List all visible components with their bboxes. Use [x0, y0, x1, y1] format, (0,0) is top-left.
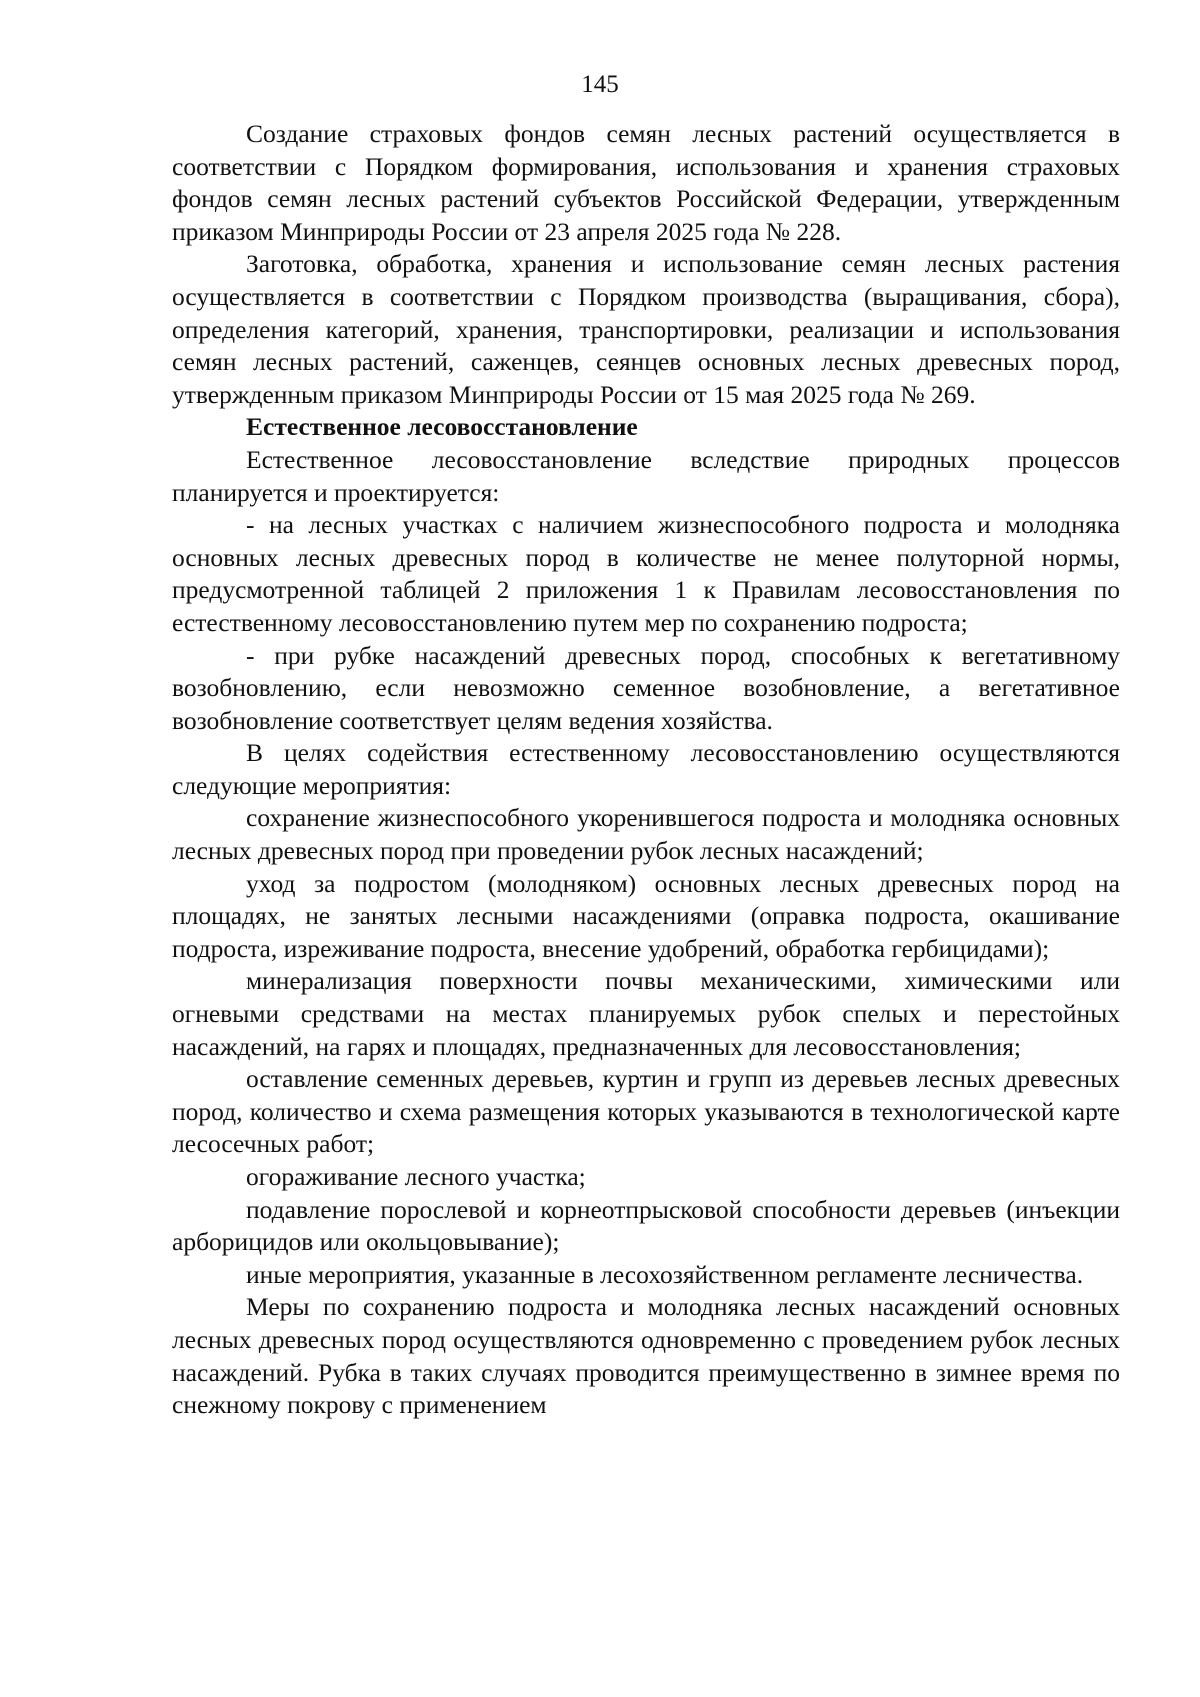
page-number: 145 — [581, 71, 619, 98]
list-item-other-measures: иные мероприятия, указанные в лесохозяйственном регламенте лесничества. — [246, 1259, 1084, 1289]
list-item-preserve-undergrowth: сохранение жизнеспособного укоренившегося подроста и молодняка основных лесных древесных пород при проведении рубок лесных насаждений; — [172, 803, 1120, 866]
list-item-coppice-suppression: подавление порослевой и корнеотпрысковой способности деревьев (инъекции арборицидов или окольцовывание); — [172, 1194, 1120, 1257]
paragraph-preservation-measures: Меры по сохранению подроста и молодняка лесных насаждений основных лесных древесных пород осуществляются одновременно с проведением рубок лесных насаждений. Рубка в таких случаях проводится преимущественно в зимнее время по снежному покрову с применением — [172, 1292, 1120, 1420]
list-item-seed-trees: оставление семенных деревьев, куртин и групп из деревьев лесных древесных пород, количество и схема размещения которых указываются в технологической карте лесосечных работ; — [172, 1064, 1120, 1159]
paragraph-assistance-measures-intro: В целях содействия естественному лесовосстановлению осуществляются следующие мероприятия: — [172, 738, 1120, 800]
paragraph-seed-procurement: Заготовка, обработка, хранения и использование семян лесных растения осуществляется в соответствии с Порядком производства (выращивания, сбора), определения категорий, хранения, транспортировки, реализации и использования семян лесных растений, саженцев, сеянцев основных лесных древесных пород, утвержденным приказом Минприроды России от 15 мая 2025 года № 269. — [172, 249, 1120, 409]
paragraph-seed-insurance-funds: Создание страховых фондов семян лесных растений осуществляется в соответствии с Порядком формирования, использования и хранения страховых фондов семян лесных растений субъектов Российской Федерации, утвержденным приказом Минприроды России от 23 апреля 2025 года № 228. — [172, 119, 1120, 246]
list-item-vegetative-renewal: - при рубке насаждений древесных пород, способных к вегетативному возобновлению, если невозможно семенное возобновление, а вегетативное возобновление соответствует целям ведения хозяйства. — [172, 640, 1120, 735]
section-heading-natural-reforestation: Естественное лесовосстановление — [246, 412, 638, 442]
document-body — [172, 118, 1120, 1422]
paragraph-natural-reforestation-intro: Естественное лесовосстановление вследствие природных процессов планируется и проектируется: — [172, 444, 1120, 507]
list-item-undergrowth-care: уход за подростом (молодняком) основных лесных древесных пород на площадях, не занятых лесными насаждениями (оправка подроста, окашивание подроста, изреживание подроста, внесение удобрений, обработка гербицидами); — [172, 868, 1120, 963]
list-item-fencing: огораживание лесного участка; — [246, 1162, 586, 1191]
list-item-undergrowth-areas: - на лесных участках с наличием жизнеспособного подроста и молодняка основных лесных древесных пород в количестве не менее полуторной нормы, предусмотренной таблицей 2 приложения 1 к Правилам лесовосстановления по естественному лесовосстановлению путем мер по сохранению подроста; — [172, 510, 1120, 637]
list-item-soil-mineralization: минерализация поверхности почвы механическими, химическими или огневыми средствами на местах планируемых рубок спелых и перестойных насаждений, на гарях и площадях, предназначенных для лесовосстановления; — [172, 966, 1120, 1061]
